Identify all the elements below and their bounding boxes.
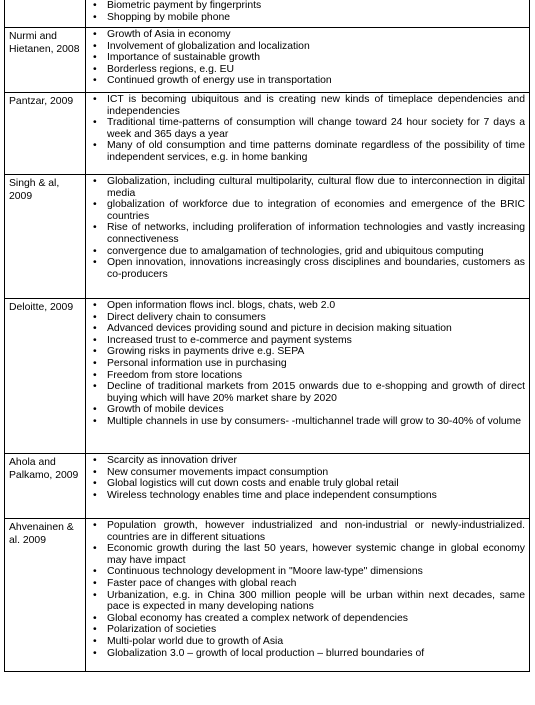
list-item: • Biometric payment by fingerprints xyxy=(91,0,525,12)
list-item: • Open information flows incl. blogs, chats, web 2.0 xyxy=(91,300,525,312)
list-item: • Involvement of globalization and localization xyxy=(91,41,525,53)
table-row xyxy=(5,28,530,93)
trends-cell xyxy=(86,0,530,28)
list-item: • Growth of Asia in economy xyxy=(91,29,525,41)
source-cell: Pantzar, 2009 xyxy=(5,93,86,175)
trend-list xyxy=(91,455,525,501)
list-item: • Globalization, including cultural multipolarity, cultural flow due to interconnection in digital media xyxy=(91,176,525,199)
list-item: • Freedom from store locations xyxy=(91,370,525,382)
list-item: • Population growth, however industrialized and non-industrial or newly-industrialized. countries are in different situations xyxy=(91,520,525,543)
list-item: • Decline of traditional markets from 2015 onwards due to e-shopping and growth of direct buying which will have 20% market share by 2020 xyxy=(91,381,525,404)
source-cell: Nurmi and Hietanen, 2008 xyxy=(5,28,86,93)
trend-list xyxy=(91,176,525,280)
list-item: • globalization of workforce due to integration of economies and emergence of the BRIC countries xyxy=(91,199,525,222)
table-row xyxy=(5,0,530,28)
list-item: • convergence due to amalgamation of technologies, grid and ubiquitous computing xyxy=(91,246,525,258)
list-item: • Direct delivery chain to consumers xyxy=(91,312,525,324)
list-item: • Globalization 3.0 – growth of local production – blurred boundaries of xyxy=(91,648,525,660)
trend-list xyxy=(91,29,525,87)
list-item: • Global logistics will cut down costs and enable truly global retail xyxy=(91,478,525,490)
list-item: • Increased trust to e-commerce and payment systems xyxy=(91,335,525,347)
trends-cell xyxy=(86,93,530,175)
trend-list xyxy=(91,94,525,164)
list-item: • Scarcity as innovation driver xyxy=(91,455,525,467)
list-item: • Rise of networks, including proliferation of information technologies and vastly increasing connectiveness xyxy=(91,222,525,245)
list-item: • Growth of mobile devices xyxy=(91,404,525,416)
list-item: • Growing risks in payments drive e.g. SEPA xyxy=(91,346,525,358)
source-cell xyxy=(5,0,86,28)
list-item: • Open innovation, innovations increasingly cross disciplines and boundaries, customers as co-producers xyxy=(91,257,525,280)
list-item: • Urbanization, e.g. in China 300 million people will be urban within next decades, same pace is expected in many developing nations xyxy=(91,590,525,613)
trends-cell xyxy=(86,519,530,672)
list-item: • Multiple channels in use by consumers- -multichannel trade will grow to 30-40% of volume xyxy=(91,416,525,428)
source-cell: Singh & al, 2009 xyxy=(5,175,86,299)
list-item: • Faster pace of changes with global reach xyxy=(91,578,525,590)
trends-cell xyxy=(86,454,530,519)
trend-list xyxy=(91,0,525,23)
list-item: • New consumer movements impact consumption xyxy=(91,467,525,479)
source-cell: Ahvenainen & al. 2009 xyxy=(5,519,86,672)
list-item: • Many of old consumption and time patterns dominate regardless of the possibility of time independent services, e.g. in home banking xyxy=(91,140,525,163)
list-item: • Wireless technology enables time and place independent consumptions xyxy=(91,490,525,502)
list-item: • Personal information use in purchasing xyxy=(91,358,525,370)
source-cell: Ahola and Palkamo, 2009 xyxy=(5,454,86,519)
table-row xyxy=(5,93,530,175)
list-item: • Shopping by mobile phone xyxy=(91,12,525,24)
list-item: • Advanced devices providing sound and picture in decision making situation xyxy=(91,323,525,335)
table-row xyxy=(5,454,530,519)
trends-cell xyxy=(86,175,530,299)
list-item: • Global economy has created a complex network of dependencies xyxy=(91,613,525,625)
list-item: • ICT is becoming ubiquitous and is creating new kinds of timeplace dependencies and independencies xyxy=(91,94,525,117)
list-item: • Traditional time-patterns of consumption will change toward 24 hour society for 7 days a week and 365 days a year xyxy=(91,117,525,140)
trends-cell xyxy=(86,299,530,454)
table-row xyxy=(5,175,530,299)
trends-table xyxy=(4,0,530,672)
list-item: • Borderless regions, e.g. EU xyxy=(91,64,525,76)
table-row xyxy=(5,299,530,454)
trend-list xyxy=(91,520,525,659)
table-row xyxy=(5,519,530,672)
trends-table-body xyxy=(5,0,530,672)
source-cell: Deloitte, 2009 xyxy=(5,299,86,454)
list-item: • Continued growth of energy use in transportation xyxy=(91,75,525,87)
list-item: • Economic growth during the last 50 years, however systemic change in global economy may have impact xyxy=(91,543,525,566)
list-item: • Importance of sustainable growth xyxy=(91,52,525,64)
list-item: • Continuous technology development in "Moore law-type" dimensions xyxy=(91,566,525,578)
trend-list xyxy=(91,300,525,428)
list-item: • Multi-polar world due to growth of Asia xyxy=(91,636,525,648)
list-item: • Polarization of societies xyxy=(91,624,525,636)
trends-cell xyxy=(86,28,530,93)
